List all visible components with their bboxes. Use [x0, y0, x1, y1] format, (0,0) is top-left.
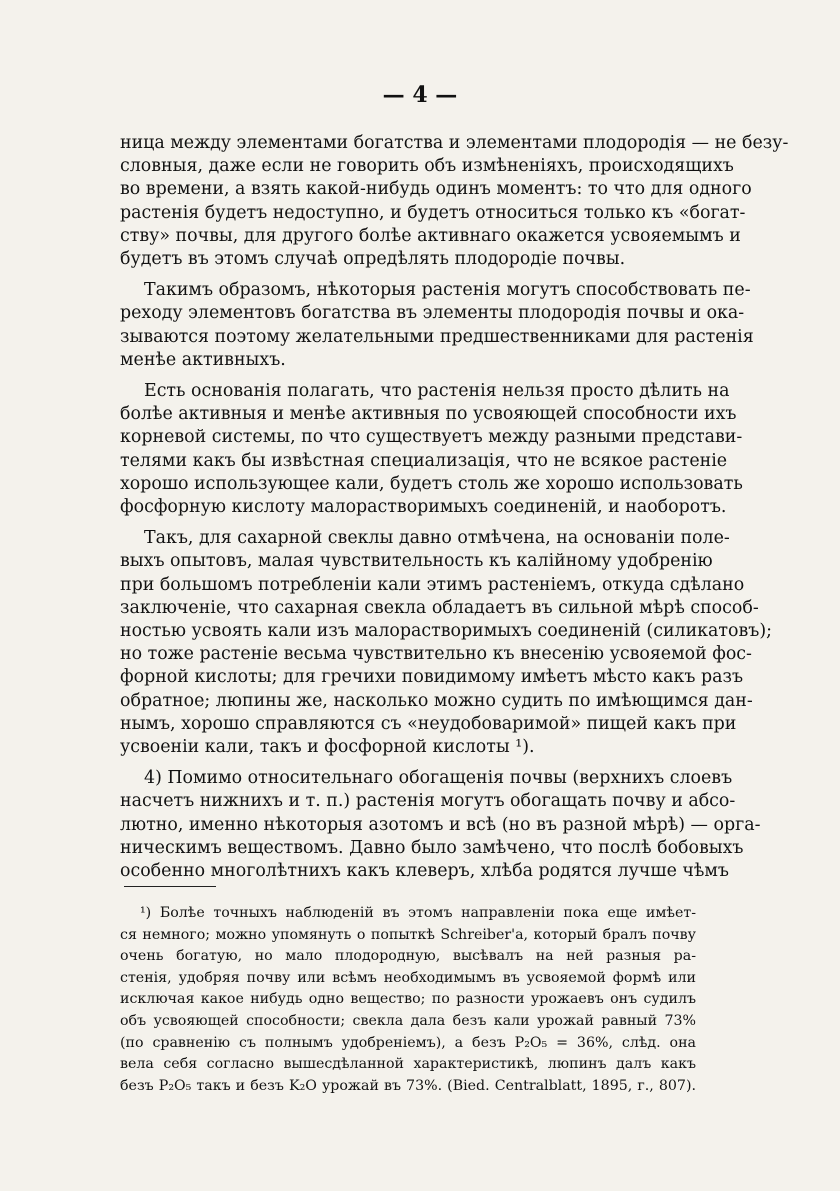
page-number: — 4 —	[382, 82, 458, 108]
paragraph	[120, 279, 754, 372]
text-line: во времени, а взять какой-нибудь одинъ моментъ: то что для одного	[120, 179, 752, 200]
text-line: менѣе активныхъ.	[120, 349, 286, 370]
text-line: растенія будетъ недоступно, и будетъ относиться только къ «богат-	[120, 202, 746, 223]
footnote-line: (по сравненію съ полнымъ удобреніемъ), а безъ P₂O₅ = 36%, слѣд. она	[120, 1034, 696, 1051]
footnote-line: исключая какое нибудь одно вещество; по разности урожаевъ онъ судилъ	[120, 991, 696, 1008]
paragraph	[120, 527, 773, 759]
footnote-line: безъ P₂O₅ такъ и безъ K₂O урожай въ 73%. (Bied. Centralblatt, 1895, г., 807).	[120, 1077, 696, 1094]
text-line: лютно, именно нѣкоторыя азотомъ и всѣ (но въ разной мѣрѣ) — орга-	[120, 814, 761, 835]
text-line: насчетъ нижнихъ и т. п.) растенія могутъ обогащать почву и абсо-	[120, 791, 736, 812]
text-line: Такъ, для сахарной свеклы давно отмѣчена, на основаніи поле-	[144, 528, 730, 549]
text-line: выхъ опытовъ, малая чувствительность къ калійному удобренію	[120, 551, 713, 572]
paragraph	[120, 767, 761, 883]
footnote-line: вела себя согласно вышесдѣланной характеристикѣ, люпинъ далъ какъ	[120, 1056, 696, 1073]
text-line: Есть основанія полагать, что растенія нельзя просто дѣлить на	[144, 381, 730, 402]
text-line: ническимъ веществомъ. Давно было замѣчено, что послѣ бобовыхъ	[120, 837, 744, 858]
text-line: Такимъ образомъ, нѣкоторыя растенія могутъ способствовать пе-	[144, 280, 751, 301]
text-line: реходу элементовъ богатства въ элементы плодородія почвы и ока-	[120, 303, 745, 324]
text-line: ству» почвы, для другого болѣе активнаго окажется усвояемымъ и	[120, 225, 741, 246]
text-line: будетъ въ этомъ случаѣ опредѣлять плодородіе почвы.	[120, 249, 626, 270]
footnote-line: стенія, удобряя почву или всѣмъ необходимымъ въ усвояемой формѣ или	[120, 969, 696, 986]
footnote-line: объ усвояющей способности; свекла дала безъ кали урожай равный 73%	[120, 1012, 696, 1029]
footnote-divider	[124, 886, 216, 887]
text-line: ница между элементами богатства и элементами плодородія — не безу-	[120, 133, 789, 153]
text-line: телями какъ бы извѣстная специализація, что не всякое растеніе	[120, 450, 728, 471]
text-line: заключеніе, что сахарная свекла обладаетъ въ сильной мѣрѣ способ-	[120, 597, 759, 618]
text-line: нымъ, хорошо справляются съ «неудобоваримой» пищей какъ при	[120, 713, 737, 734]
text-line: при большомъ потребленіи кали этимъ растеніемъ, откуда сдѣлано	[120, 574, 745, 595]
footnote-line: очень богатую, но мало плодородную, высѣвалъ на ней разныя ра-	[120, 948, 696, 965]
text-line: но тоже растеніе весьма чувствительно къ внесенію усвояемой фос-	[120, 644, 752, 665]
text-line: особенно многолѣтнихъ какъ клеверъ, хлѣба родятся лучше чѣмъ	[120, 861, 729, 882]
paragraph	[120, 380, 743, 519]
text-line: 4) Помимо относительнаго обогащенія почвы (верхнихъ слоевъ	[144, 768, 733, 789]
paragraph	[120, 132, 789, 271]
text-line: форной кислоты; для гречихи повидимому имѣетъ мѣсто какъ разъ	[120, 667, 744, 688]
text-line: зываются поэтому желательными предшественниками для растенія	[120, 326, 754, 347]
text-line: корневой системы, по что существуетъ между разными представи-	[120, 427, 743, 448]
text-line: словныя, даже если не говорить объ измѣненіяхъ, происходящихъ	[120, 156, 734, 177]
text-line: фосфорную кислоту малорастворимыхъ соединеній, и наоборотъ.	[120, 497, 727, 518]
footnote-line: ся немного; можно упомянуть о попыткѣ Schreiber'а, который бралъ почву	[120, 926, 696, 943]
body-text	[120, 132, 789, 891]
text-line: ностью усвоять кали изъ малорастворимыхъ соединеній (силикатовъ);	[120, 621, 773, 642]
footnote-line: ¹) Болѣе точныхъ наблюденій въ этомъ направленіи пока еще имѣет-	[140, 905, 696, 921]
text-line: обратное; люпины же, насколько можно судить по имѣющимся дан-	[120, 690, 753, 711]
text-line: болѣе активныя и менѣе активныя по усвояющей способности ихъ	[120, 404, 737, 425]
text-line: хорошо использующее кали, будетъ столь же хорошо использовать	[120, 473, 743, 494]
footnote	[120, 903, 696, 1097]
text-line: усвоеніи кали, такъ и фосфорной кислоты ¹).	[120, 737, 535, 758]
